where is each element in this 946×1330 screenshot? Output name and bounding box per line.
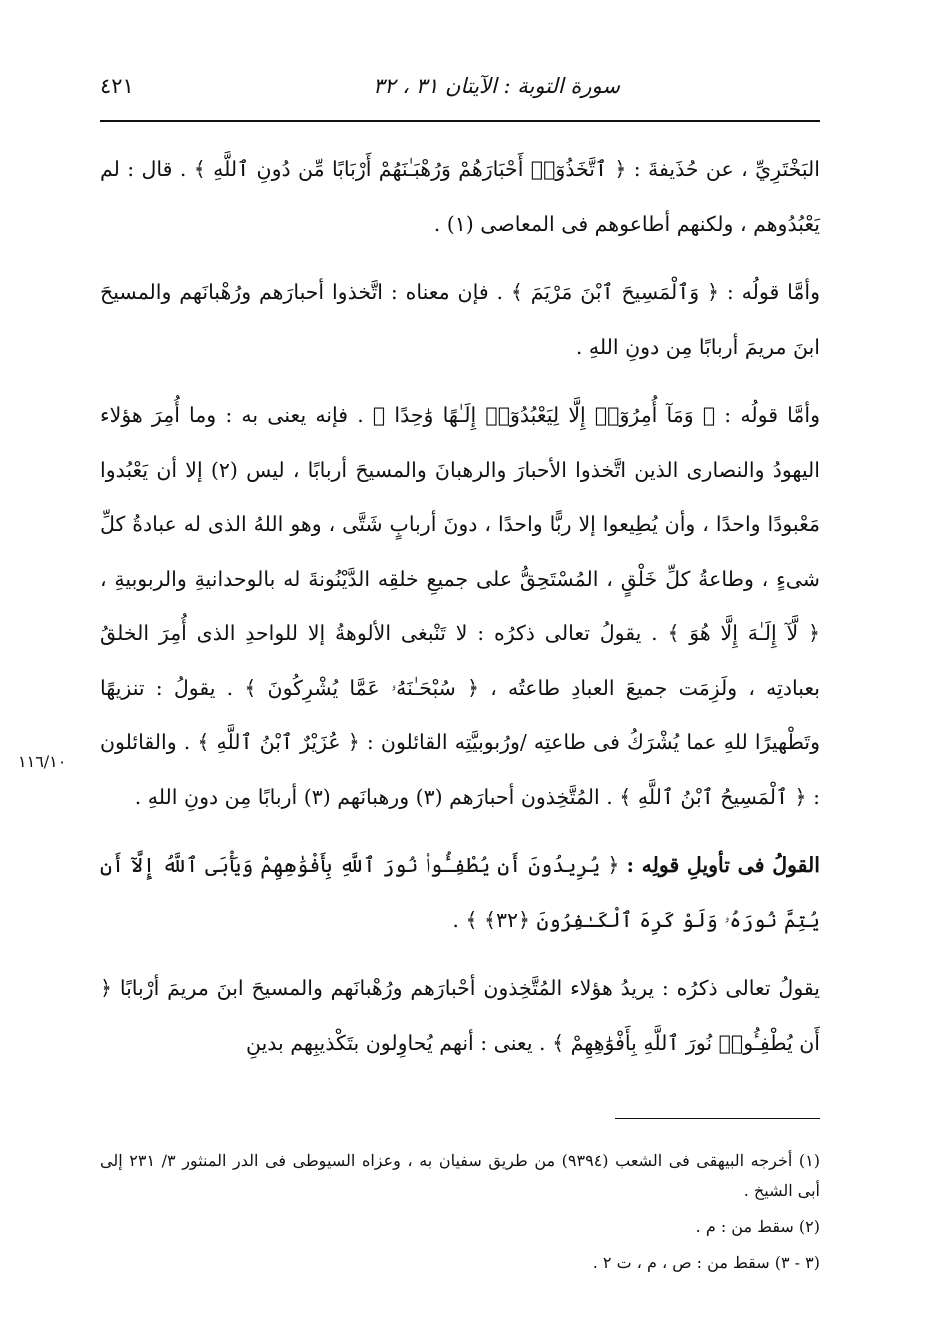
paragraph-2: وأمَّا قولُه : ﴿ وَٱلْمَسِيحَ ٱبْنَ مَرْيَمَ ﴾ . فإن معناه : اتَّخذوا أحبارَهم ورُهْبانَهم والمسيحَ ابنَ مريمَ أربابًا مِن دونِ اللهِ .	[100, 280, 820, 359]
footnote-rule	[615, 1118, 820, 1119]
section-heading-paragraph	[100, 838, 820, 947]
main-text	[100, 142, 820, 1070]
section-heading: القولُ فى تأويلِ قولِه :	[626, 853, 820, 877]
margin-reference: ١١٦/١٠	[18, 752, 67, 771]
footnote-3: (٣ - ٣) سقط من : ص ، م ، ت ٢ .	[592, 1253, 820, 1272]
footnote-1: (١) أخرجه البيهقى فى الشعب (٩٣٩٤) من طريق سفيان به ، وعزاه السيوطى فى الدر المنثور ٣/ ٢٣١ إلى أبى الشيخ .	[100, 1151, 820, 1200]
page-number: ٤٢١	[100, 74, 134, 98]
paragraph-1: البَخْتَرِيِّ ، عن حُذَيفةَ : ﴿ ٱتَّخَذُوٓا۟ أَحْبَارَهُمْ وَرُهْبَـٰنَهُمْ أَرْبَابًا مِّن دُونِ ٱللَّهِ ﴾ . قال : لم يَعْبُدُوهم ، ولكنهم أطاعوهم فى المعاصى (١) .	[100, 157, 820, 236]
running-header	[100, 70, 820, 110]
footnotes	[100, 1146, 820, 1284]
section-verse: ﴿ يُرِيدُونَ أَن يُطْفِـُٔوا۟ نُورَ ٱللَّهِ بِأَفْوَٰهِهِمْ وَيَأْبَى ٱللَّهُ إِلَّآ أَن يُتِمَّ نُورَهُۥ وَلَوْ كَرِهَ ٱلْكَـٰفِرُونَ ﴿٣٢﴾ ﴾ .	[100, 853, 820, 932]
header-rule	[100, 120, 820, 122]
paragraph-3: وأمَّا قولُه : ﴿ وَمَآ أُمِرُوٓا۟ إِلَّا لِيَعْبُدُوٓا۟ إِلَـٰهًا وَٰحِدًا ﴾ . فإنه يعنى به : وما أُمِرَ هؤلاء اليهودُ والنصارى الذين اتَّخذوا الأحبارَ والرهبانَ والمسيحَ أربابًا ، ليس (٢) إلا أن يَعْبُدوا مَعْبودًا واحدًا ، وأن يُطِيعوا إلا ربًّا واحدًا ، دونَ أربابٍ شَتَّى ، وهو اللهُ الذى له عبادةُ كلِّ شىءٍ ، وطاعةُ كلِّ خَلْقٍ ، المُسْتَحِقُّ على جميعِ خلقِه الدَّيْنُونةَ له بالوحدانيةِ والربوبيةِ ، ﴿ لَّآ إِلَـٰهَ إِلَّا هُوَ ﴾ . يقولُ تعالى ذكرُه : لا تَنْبغى الألوهةُ إلا للواحدِ الذى أُمِرَ الخلقُ بعبادتِه ، ولَزِمَت جميعَ العبادِ طاعتُه ، ﴿ سُبْحَـٰنَهُۥ عَمَّا يُشْرِكُونَ ﴾ . يقولُ : تنزيهًا وتَطْهيرًا للهِ عما يُشْرَكُ فى طاعتِه /ورُبوبيَّتِه القائلون : ﴿ عُزَيْرٌ ٱبْنُ ٱللَّهِ ﴾ . والقائلون : ﴿ ٱلْمَسِيحُ ٱبْنُ ٱللَّهِ ﴾ . المُتَّخِذون أحبارَهم (٣) ورهبانَهم (٣) أربابًا مِن دونِ اللهِ .	[100, 403, 820, 809]
paragraph-4: يقولُ تعالى ذكرُه : يريدُ هؤلاء المُتَّخِذون أحْبارَهم ورُهْبانَهم والمسيحَ ابنَ مريمَ أرْبابًا ﴿ أَن يُطْفِـُٔوا۟ نُورَ ٱللَّهِ بِأَفْوَٰهِهِمْ ﴾ . يعنى : أنهم يُحاوِلون بتَكْذيبِهم بدينِ	[100, 976, 820, 1055]
surah-title: سورة التوبة : الآيتان ٣١ ، ٣٢	[373, 74, 620, 98]
footnote-2: (٢) سقط من : م .	[695, 1217, 820, 1236]
